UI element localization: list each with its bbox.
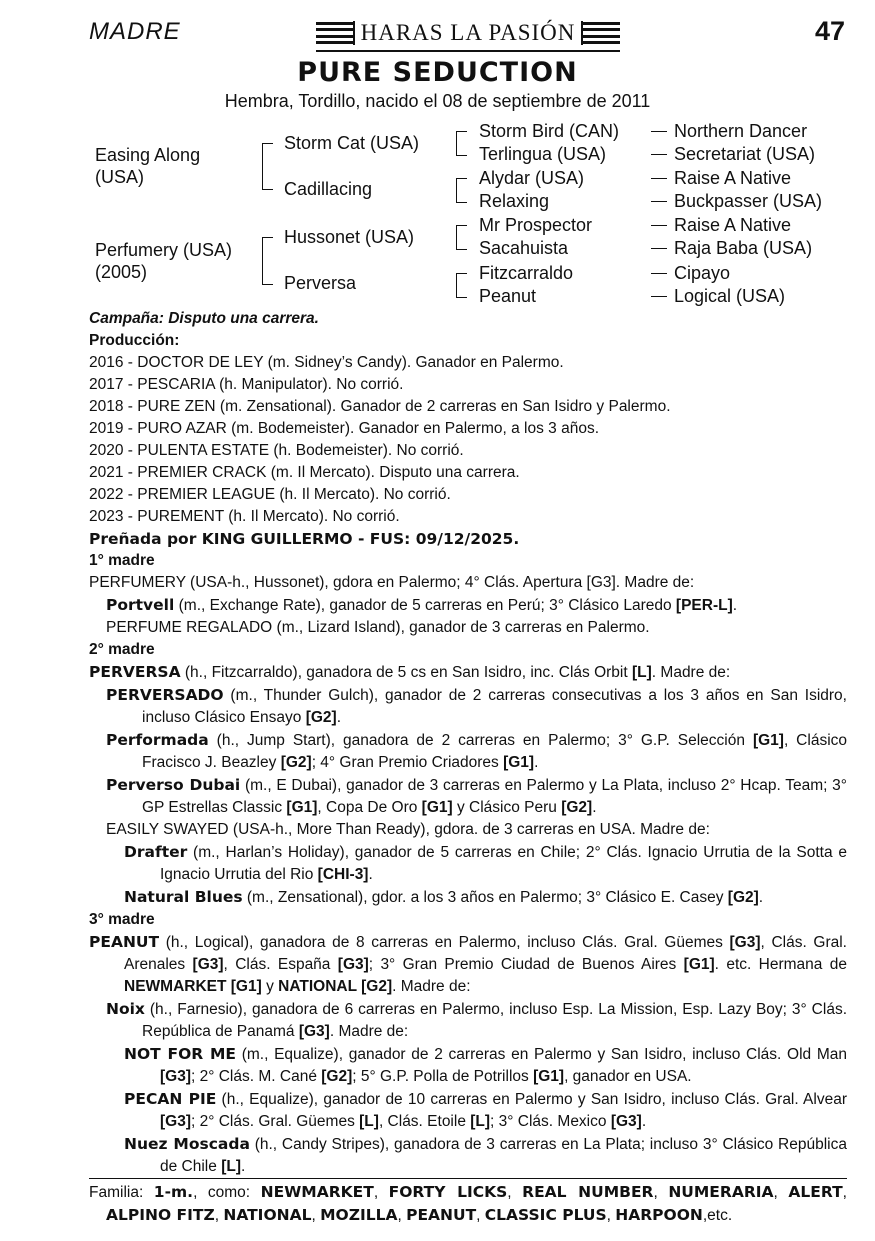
grade-tag: [G1] — [683, 956, 715, 973]
familia-name: NEWMARKET — [260, 1183, 374, 1201]
production-item: 2023 - PUREMENT (h. Il Mercato). No corrió. — [89, 508, 400, 525]
produce-text: ; 4° Gran Premio Criadores — [311, 754, 504, 771]
produce-entry — [89, 841, 847, 886]
divider — [353, 21, 355, 45]
bracket — [456, 131, 467, 156]
pedigree-gen4: Secretariat (USA) — [674, 144, 816, 164]
produce-entry — [89, 729, 847, 774]
produce-text: (h., Equalize), ganador de 10 carreras en Palermo y San Isidro, incluso Clás. Gral. Alvear — [216, 1091, 847, 1108]
pedigree-gen4: Logical (USA) — [674, 286, 786, 306]
dash — [651, 201, 667, 202]
produce-entry: PERFUME REGALADO (m., Lizard Island), ganador de 3 carreras en Palermo. — [106, 619, 650, 636]
produce-text: ; 2° Clás. Gral. Güemes — [191, 1113, 360, 1130]
brand-banner — [316, 16, 620, 52]
grade-tag: [G3] — [192, 956, 224, 973]
grade-tag: [L] — [221, 1158, 241, 1175]
dam-text: . Madre de: — [392, 978, 471, 995]
dam-text: , Clás. Gral. Arenales — [124, 934, 847, 973]
familia-name: CLASSIC PLUS — [484, 1206, 607, 1224]
produce-entry — [89, 774, 847, 819]
produce-name: Natural Blues — [124, 888, 243, 906]
production-item: 2016 - DOCTOR DE LEY (m. Sidney’s Candy). Ganador en Palermo. — [89, 354, 564, 371]
produce-name: PERVERSADO — [106, 686, 224, 704]
dash — [651, 273, 667, 274]
produce-text: , Copa De Oro — [317, 799, 422, 816]
grade-tag: [G3] — [610, 1113, 642, 1130]
dam-text: . etc. Hermana de — [714, 956, 848, 973]
production-item: 2019 - PURO AZAR (m. Bodemeister). Ganador en Palermo, a los 3 años. — [89, 420, 600, 437]
produce-text: ; 2° Clás. M. Cané — [191, 1068, 322, 1085]
production-item: 2022 - PREMIER LEAGUE (h. Il Mercato). No corrió. — [89, 486, 451, 503]
pedigree-gen4: Buckpasser (USA) — [674, 191, 823, 211]
bracket — [456, 178, 467, 203]
bracket — [262, 143, 273, 190]
dam-text: (h., Logical), ganadora de 8 carreras en Palermo, incluso Clás. Gral. Güemes — [159, 934, 730, 951]
grade-tag: [G1] — [533, 1068, 565, 1085]
produce-text: . — [732, 597, 738, 614]
dash — [651, 154, 667, 155]
familia-name: REAL NUMBER — [522, 1183, 654, 1201]
horse-name: PURE SEDUCTION — [297, 57, 578, 88]
grade-tag: [G2] — [727, 889, 759, 906]
produce-entry — [89, 1133, 847, 1178]
produce-name: Performada — [106, 731, 209, 749]
sibling-name: NEWMARKET [G1] — [124, 978, 262, 995]
pedigree-dam — [95, 239, 232, 283]
produce-text: (m., E Dubai), ganador de 3 carreras en Palermo y La Plata, incluso 2° Hcap. Team; 3° GP Estrellas Classic — [142, 777, 847, 816]
produce-text: (h., Farnesio), ganadora de 6 carreras en Palermo, incluso Esp. La Mission, Esp. Lazy Boy; 3° Clás. República de Panamá — [142, 1001, 847, 1040]
grade-tag: [G2] — [561, 799, 593, 816]
familia-name: PEANUT — [406, 1206, 477, 1224]
grade-tag: [G3] — [298, 1023, 330, 1040]
produce-text: , Clás. Etoile — [378, 1113, 471, 1130]
produce-entry: EASILY SWAYED (USA-h., More Than Ready), gdora. de 3 carreras en USA. Madre de: — [106, 821, 710, 838]
grade-tag: [G1] — [503, 754, 535, 771]
section-label: MADRE — [89, 18, 181, 45]
produce-text: (m., Equalize), ganador de 2 carreras en Palermo y San Isidro, incluso Clás. Old Man — [236, 1046, 847, 1063]
produce-entry — [89, 594, 847, 617]
produce-text: ; 5° G.P. Polla de Potrillos — [352, 1068, 534, 1085]
produce-text: ; 3° Clás. Mexico — [490, 1113, 611, 1130]
produce-text: (m., Zensational), gdor. a los 3 años en Palermo; 3° Clásico E. Casey — [242, 889, 728, 906]
page-number: 47 — [814, 16, 845, 46]
pedigree-sire-line: Easing Along — [95, 145, 201, 165]
pedigree-gen2: Hussonet (USA) — [284, 227, 415, 247]
produce-text: . — [240, 1158, 246, 1175]
familia-name: MOZILLA — [320, 1206, 398, 1224]
produce-text: (m., Exchange Rate), ganador de 5 carreras en Perú; 3° Clásico Laredo — [174, 597, 676, 614]
produce-text: . — [534, 754, 539, 771]
produce-entry — [89, 886, 847, 909]
pedigree-gen4: Raja Baba (USA) — [674, 238, 813, 258]
produce-name: Portvell — [106, 596, 175, 614]
pedigree-sire-line: (USA) — [95, 167, 144, 187]
familia-label: Familia: — [89, 1184, 154, 1201]
produce-text: (m., Harlan’s Holiday), ganador de 5 carreras en Chile; 2° Clás. Ignacio Urrutia de la Sotta e Ignacio Urrutia del Rio — [160, 844, 847, 883]
grade-tag: [PER-L] — [675, 597, 733, 614]
left-bars-icon — [316, 22, 353, 44]
grade-tag: [G3] — [160, 1068, 191, 1085]
right-bars-icon — [583, 22, 620, 44]
pedigree-gen4: Raise A Native — [674, 215, 792, 235]
grade-tag: [CHI-3] — [317, 866, 369, 883]
dam-name: PERVERSA — [89, 663, 181, 681]
grade-tag: [G1] — [286, 799, 318, 816]
produce-text: . Madre de: — [329, 1023, 409, 1040]
grade-tag: [G2] — [321, 1068, 353, 1085]
pedigree-gen3: Peanut — [479, 286, 537, 306]
pedigree-gen4: Raise A Native — [674, 168, 792, 188]
grade-tag: [G2] — [280, 754, 312, 771]
production-item: 2021 - PREMIER CRACK (m. Il Mercato). Disputo una carrera. — [89, 464, 520, 481]
familia-line: Familia: 1-m., como: NEWMARKET, FORTY LICKS, REAL NUMBER, NUMERARIA, ALERT, ALPINO FITZ, NATIONAL, MOZILLA, PEANUT, CLASSIC PLUS, HARPOON,etc. — [89, 1178, 847, 1227]
produce-name: Perverso Dubai — [106, 776, 241, 794]
produce-text: (m., Thunder Gulch), ganador de 2 carreras consecutivas a los 3 años en San Isidro, incluso Clásico Ensayo — [142, 687, 847, 726]
horse-description: Hembra, Tordillo, nacido el 08 de septiembre de 2011 — [224, 91, 651, 111]
produce-entry — [89, 1043, 847, 1088]
familia-text: ,etc. — [702, 1207, 733, 1224]
madre2-dam-line — [89, 661, 847, 684]
pedigree-gen2: Cadillacing — [284, 179, 373, 199]
familia-name: NUMERARIA — [668, 1183, 774, 1201]
dam-text: , Clás. España — [223, 956, 338, 973]
dam-name: PEANUT — [89, 933, 160, 951]
grade-tag: [L] — [359, 1113, 379, 1130]
produce-text: (h., Jump Start), ganadora de 2 carreras en Palermo; 3° G.P. Selección — [208, 732, 753, 749]
produce-entry — [89, 1088, 847, 1133]
pedigree-gen3: Mr Prospector — [479, 215, 593, 235]
produce-entry — [89, 998, 847, 1043]
production-item: 2018 - PURE ZEN (m. Zensational). Ganador de 2 carreras en San Isidro y Palermo. — [89, 398, 671, 415]
madre3-heading: 3° madre — [89, 911, 155, 928]
pedigree-dam-line: (2005) — [95, 262, 148, 282]
grade-tag: [G1] — [421, 799, 453, 816]
produce-text: , Clásico Fracisco J. Beazley — [142, 732, 848, 771]
grade-tag: [L] — [470, 1113, 491, 1130]
produce-name: NOT FOR ME — [124, 1045, 237, 1063]
produce-entry — [89, 684, 847, 729]
dam-text: y — [261, 978, 279, 995]
familia-name: ALPINO FITZ — [106, 1206, 215, 1224]
bracket — [456, 225, 467, 250]
brand-name: HARAS LA PASIÓN — [360, 20, 576, 45]
pregnancy-note: Preñada por KING GUILLERMO - FUS: 09/12/2025. — [89, 530, 520, 548]
grade-tag: [G1] — [752, 732, 784, 749]
produce-text: . — [758, 889, 764, 906]
pedigree-dam-line: Perfumery (USA) — [95, 240, 233, 260]
production-heading: Producción: — [89, 332, 180, 349]
produce-text: . — [336, 709, 342, 726]
pedigree-gen3: Alydar (USA) — [479, 168, 585, 188]
dam-text: . Madre de: — [651, 664, 731, 681]
grade-tag: [G3] — [729, 934, 761, 951]
sibling-name: NATIONAL [G2] — [278, 978, 393, 995]
pedigree-gen3: Terlingua (USA) — [479, 144, 607, 164]
produce-text: . — [592, 799, 597, 816]
familia-name: FORTY LICKS — [388, 1183, 508, 1201]
bracket — [262, 237, 273, 285]
grade-tag: [G2] — [305, 709, 337, 726]
produce-text: . — [368, 866, 373, 883]
dash — [651, 248, 667, 249]
dam-text: ; 3° Gran Premio Ciudad de Buenos Aires — [368, 956, 684, 973]
familia-name: ALERT — [788, 1183, 843, 1201]
dash — [651, 178, 667, 179]
pedigree-gen3: Fitzcarraldo — [479, 263, 574, 283]
grade-tag: [L] — [632, 664, 652, 681]
bracket — [456, 273, 467, 298]
pedigree-gen3: Storm Bird (CAN) — [479, 121, 620, 141]
dam-text: (h., Fitzcarraldo), ganadora de 5 cs en San Isidro, inc. Clás Orbit — [180, 664, 632, 681]
produce-text: , ganador en USA. — [564, 1068, 692, 1085]
familia-name: HARPOON — [615, 1206, 703, 1224]
pedigree-gen3: Sacahuista — [479, 238, 569, 258]
production-item: 2017 - PESCARIA (h. Manipulator). No corrió. — [89, 376, 404, 393]
produce-name: Nuez Moscada — [124, 1135, 250, 1153]
produce-name: Drafter — [124, 843, 188, 861]
pedigree-gen2: Perversa — [284, 273, 357, 293]
familia-code: 1-m. — [153, 1183, 194, 1201]
grade-tag: [G3] — [337, 956, 369, 973]
madre1-heading: 1° madre — [89, 552, 155, 569]
pedigree-gen3: Relaxing — [479, 191, 550, 211]
campaign: Campaña: Disputo una carrera. — [89, 310, 319, 327]
dash — [651, 131, 667, 132]
dash — [651, 296, 667, 297]
pedigree-sire — [95, 144, 200, 188]
produce-text: (h., Candy Stripes), ganadora de 3 carreras en La Plata; incluso 3° Clásico República de Chile — [160, 1136, 847, 1175]
catalog-body — [89, 308, 847, 1227]
produce-name: Noix — [106, 1000, 145, 1018]
familia-name: NATIONAL — [223, 1206, 312, 1224]
dash — [651, 225, 667, 226]
madre2-heading: 2° madre — [89, 641, 155, 658]
madre3-dam-line — [89, 931, 847, 998]
familia-text: , como: — [193, 1184, 261, 1201]
grade-tag: [G3] — [160, 1113, 191, 1130]
produce-text: . — [641, 1113, 647, 1130]
produce-name: PECAN PIE — [124, 1090, 217, 1108]
pedigree-gen4: Cipayo — [674, 263, 731, 283]
pedigree-gen2: Storm Cat (USA) — [284, 133, 420, 153]
pedigree-gen4: Northern Dancer — [674, 121, 808, 141]
madre1-dam-line: PERFUMERY (USA-h., Hussonet), gdora en Palermo; 4° Clás. Apertura [G3]. Madre de: — [89, 574, 695, 591]
production-item: 2020 - PULENTA ESTATE (h. Bodemeister). No corrió. — [89, 442, 464, 459]
produce-text: y Clásico Peru — [452, 799, 562, 816]
